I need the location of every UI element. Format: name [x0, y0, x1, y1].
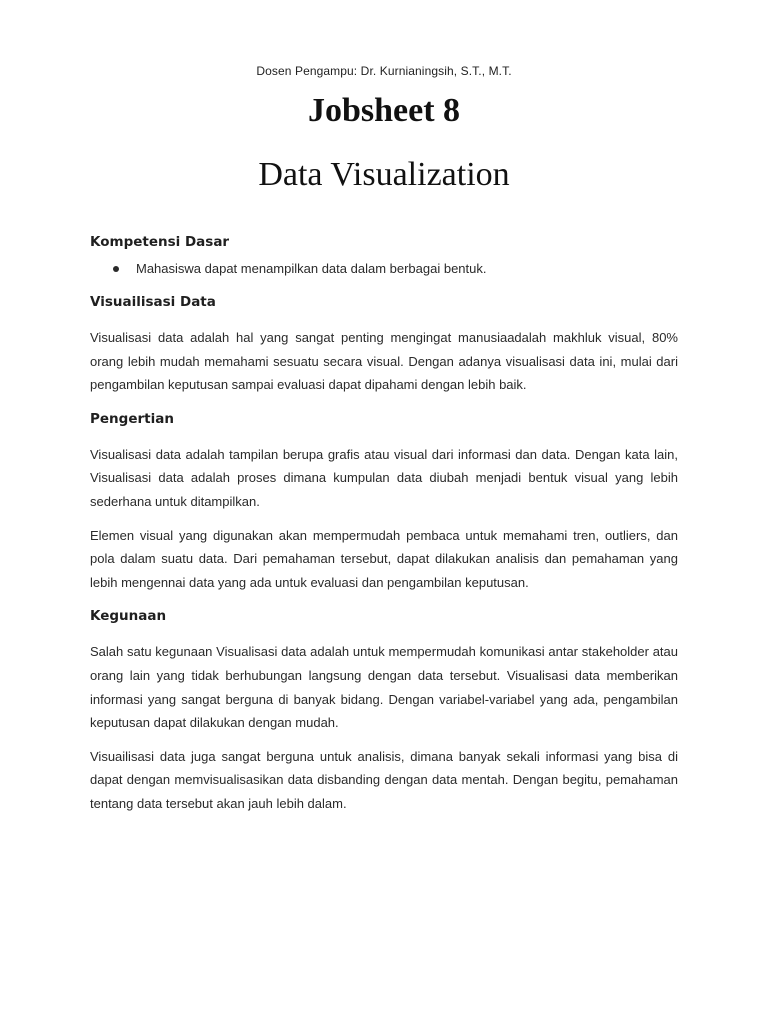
- paragraph-kegunaan-1: Salah satu kegunaan Visualisasi data adalah untuk mempermudah komunikasi antar stakeholder atau orang lain yang tidak berhubungan langsung dengan data tersebut. Visualisasi data memberikan informasi yang sangat berguna di banyak bidang. Dengan variabel-variabel yang ada, pengambilan keputusan dapat dilakukan dengan mudah.: [90, 644, 678, 731]
- heading-kegunaan: Kegunaan: [90, 608, 167, 625]
- heading-pengertian: Pengertian: [90, 410, 174, 427]
- page-title: Jobsheet 8: [307, 92, 461, 129]
- heading-kompetensi-dasar: Kompetensi Dasar: [90, 234, 230, 250]
- paragraph-pengertian-1: Visualisasi data adalah tampilan berupa grafis atau visual dari informasi dan data. Dengan kata lain, Visualisasi data adalah proses dimana kumpulan data diubah menjadi bentuk visual yang lebih sederhana untuk ditampilkan.: [90, 446, 678, 509]
- heading-visualisasi-data: Visuailisasi Data: [90, 294, 216, 310]
- paragraph-pengertian-2: Elemen visual yang digunakan akan mempermudah pembaca untuk memahami tren, outliers, dan pola dalam suatu data. Dari pemahaman tersebut, dapat dilakukan analisis dan pemahaman yang lebih mengennai data yang ada untuk evaluasi dan pengambilan keputusan.: [90, 527, 678, 590]
- list-item-text: Mahasiswa dapat menampilkan data dalam berbagai bentuk.: [136, 261, 487, 276]
- paragraph-kegunaan-2: Visuailisasi data juga sangat berguna untuk analisis, dimana banyak sekali informasi yang bisa di dapat dengan memvisualisasikan data disbanding dengan data mentah. Dengan begitu, pemahaman tentang data tersebut akan jauh lebih dalam.: [90, 748, 678, 811]
- document-body: [90, 232, 678, 816]
- page-subtitle: Data Visualization: [258, 156, 510, 193]
- competency-list: [90, 258, 678, 280]
- paragraph-visualisasi-1: Visualisasi data adalah hal yang sangat penting mengingat manusiaadalah makhluk visual, 80% orang lebih mudah memahami sesuatu secara visual. Dengan adanya visualisasi data ini, mulai dari pengambilan keputusan sampai evaluasi dapat dipahami dengan lebih baik.: [90, 330, 678, 393]
- bullet-icon: [113, 266, 119, 272]
- list-item: [90, 258, 678, 280]
- lecturer-line: Dosen Pengampu: Dr. Kurnianingsih, S.T., M.T.: [256, 64, 512, 78]
